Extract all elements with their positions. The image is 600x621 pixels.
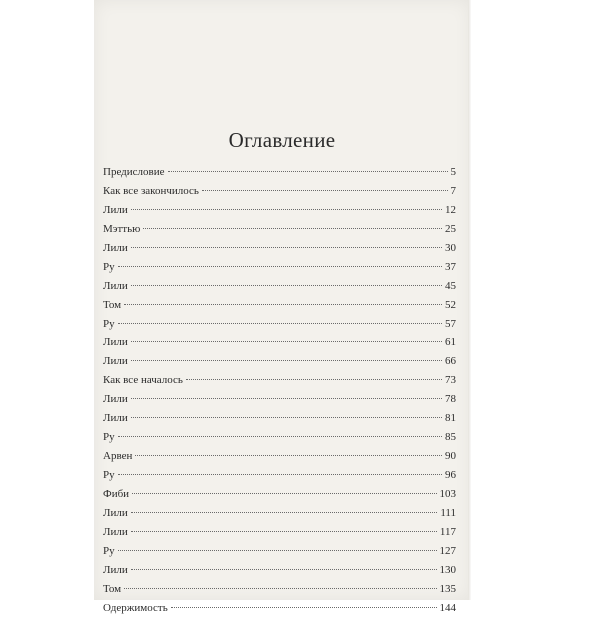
toc-entry-page: 37 — [445, 260, 456, 273]
toc-entry-label: Ру — [103, 260, 115, 273]
toc-entry — [103, 318, 456, 337]
toc-entry-page: 144 — [439, 601, 456, 614]
toc-entry — [103, 374, 456, 393]
toc-title: Оглавление — [228, 128, 336, 152]
toc-entry — [103, 564, 456, 583]
leader-dots — [131, 417, 442, 418]
toc-entry-page: 45 — [445, 279, 456, 292]
toc-entry-label: Лили — [103, 412, 128, 425]
toc-entry-label: Ру — [103, 544, 115, 557]
toc-entry-page: 73 — [445, 374, 456, 387]
toc-entry-label: Лили — [103, 203, 128, 216]
toc-entry — [103, 583, 456, 602]
leader-dots — [118, 474, 442, 475]
toc-entry — [103, 242, 456, 261]
leader-dots — [171, 607, 437, 608]
toc-entry-label: Лили — [103, 241, 128, 254]
toc-entry-label: Том — [103, 582, 122, 595]
leader-dots — [131, 512, 438, 513]
toc-entry — [103, 545, 456, 564]
toc-entry-label: Ру — [103, 431, 115, 444]
toc-entry — [103, 393, 456, 412]
toc-entry-label: Лили — [103, 336, 128, 349]
toc-entry — [103, 185, 456, 204]
toc-entry-label: Как все закончилось — [103, 184, 199, 197]
toc-entry-label: Лили — [103, 506, 128, 519]
toc-entry-page: 25 — [445, 222, 456, 235]
toc-entry-page: 96 — [445, 469, 456, 481]
toc-entry-page: 127 — [439, 544, 456, 557]
leader-dots — [131, 531, 437, 532]
toc-entry-page: 117 — [439, 525, 456, 538]
toc-entry — [103, 280, 456, 299]
leader-dots — [131, 341, 442, 342]
toc-entry-label: Лили — [103, 563, 128, 576]
leader-dots — [168, 171, 448, 172]
leader-dots — [135, 455, 442, 456]
toc-entry — [103, 261, 456, 280]
toc-entry — [103, 355, 456, 374]
toc-entry-label: Как все началось — [103, 374, 183, 387]
toc-entry-page: 103 — [439, 487, 456, 500]
toc-entry-label: Ру — [103, 469, 115, 481]
leader-dots — [118, 323, 442, 324]
toc-entry-page: 85 — [445, 431, 456, 444]
toc-entry — [103, 223, 456, 242]
toc-entry — [103, 204, 456, 223]
leader-dots — [132, 493, 436, 494]
toc-entry-label: Лили — [103, 355, 128, 368]
toc-entry-label: Ру — [103, 317, 115, 330]
toc-entry — [103, 166, 456, 185]
leader-dots — [186, 379, 442, 380]
toc-entry-page: 135 — [439, 582, 456, 595]
toc-entry-page: 78 — [445, 393, 456, 406]
toc-entry-label: Арвен — [103, 450, 133, 463]
toc-entry-label: Лили — [103, 279, 128, 292]
page-edge — [468, 0, 471, 600]
toc-entry-page: 57 — [445, 317, 456, 330]
leader-dots — [143, 228, 442, 229]
toc-entry-label: Мэттью — [103, 222, 141, 235]
leader-dots — [131, 360, 442, 361]
toc-entry — [103, 336, 456, 355]
toc-list — [103, 166, 456, 621]
toc-entry-page: 52 — [445, 298, 456, 311]
toc-entry — [103, 526, 456, 545]
toc-entry-page: 90 — [445, 450, 456, 463]
toc-entry-page: 61 — [445, 336, 456, 349]
toc-entry-page: 111 — [440, 506, 456, 519]
toc-entry-page: 12 — [445, 203, 456, 216]
toc-entry-page: 30 — [445, 241, 456, 254]
leader-dots — [118, 436, 442, 437]
toc-entry-label: Том — [103, 298, 122, 311]
leader-dots — [118, 266, 442, 267]
toc-entry — [103, 431, 456, 450]
leader-dots — [131, 398, 442, 399]
toc-entry — [103, 488, 456, 507]
toc-entry-page: 81 — [445, 412, 456, 425]
toc-entry-label: Лили — [103, 393, 128, 406]
toc-entry-label: Предисловие — [103, 166, 165, 178]
toc-entry-page: 7 — [450, 184, 456, 197]
toc-entry-label: Лили — [103, 525, 128, 538]
toc-entry-label: Фиби — [103, 487, 130, 500]
toc-entry — [103, 299, 456, 318]
leader-dots — [131, 247, 442, 248]
toc-entry-label: Одержимость — [103, 601, 168, 614]
leader-dots — [131, 209, 442, 210]
toc-entry-page: 66 — [445, 355, 456, 368]
toc-entry — [103, 507, 456, 526]
toc-entry — [103, 450, 456, 469]
toc-entry — [103, 469, 456, 488]
leader-dots — [118, 550, 437, 551]
toc-entry-page: 5 — [450, 166, 456, 178]
leader-dots — [124, 588, 436, 589]
leader-dots — [131, 569, 437, 570]
leader-dots — [124, 304, 442, 305]
toc-entry-page: 130 — [439, 563, 456, 576]
leader-dots — [131, 285, 442, 286]
toc-entry — [103, 412, 456, 431]
toc-entry — [103, 602, 456, 621]
leader-dots — [202, 190, 448, 191]
